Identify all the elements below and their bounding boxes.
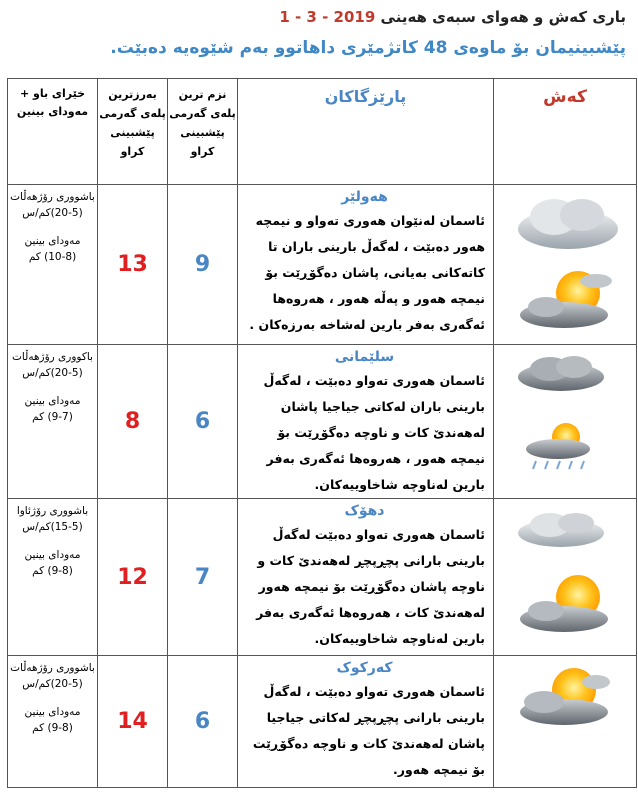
- wind-speed: (15-5)کم/س: [22, 521, 83, 533]
- table-row: [8, 499, 637, 656]
- sun-cloud-icon: [516, 265, 616, 335]
- date-label: باری کەش و هەوای سبەی هەینی: [380, 8, 626, 26]
- province-name: هەولێر: [341, 189, 388, 205]
- table-header-row: [8, 79, 637, 185]
- weather-cell: [494, 345, 637, 499]
- cloud-big-icon: [516, 193, 621, 253]
- province-cell: [238, 499, 494, 656]
- page-subtitle: پێشبینیمان بۆ ماوەی 48 کاتژمێری داهاتوو بەم شێوەیە دەبێت.: [110, 38, 626, 58]
- wind-speed: (20-5)کم/س: [22, 207, 83, 219]
- visibility-value: (9-8) کم: [32, 565, 73, 577]
- visibility-value: (10-8) کم: [28, 251, 77, 263]
- visibility-label: مەودای بینین: [24, 235, 81, 247]
- max-temp: 12: [98, 499, 168, 656]
- cloud-icon: [516, 509, 606, 549]
- weather-cell: [494, 499, 637, 656]
- visibility-value: (9-7) کم: [32, 411, 73, 423]
- province-name: سلێمانی: [334, 349, 395, 365]
- weather-cell: [494, 656, 637, 788]
- visibility-label: مەودای بینین: [24, 706, 81, 718]
- province-cell: [238, 656, 494, 788]
- wind-direction: باشووری رۆژهەڵات: [10, 662, 95, 674]
- min-temp: 7: [168, 499, 238, 656]
- province-forecast: ئاسمان هەوری تەواو دەبێت ، لەگەڵ بارینی باران لەکاتی جیاجیا پاشان لەهەندێ کات و ناوچە دەگۆڕێت بۆ نیمچە هەور ، هەروەها ئەگەری بەفر بارین لەناوچە شاخاوییەکان.: [263, 373, 485, 492]
- max-temp: 13: [98, 185, 168, 345]
- dark-cloud-icon: [516, 353, 606, 393]
- wind-cell: [8, 656, 98, 788]
- min-temp: 9: [168, 185, 238, 345]
- wind-direction: باشووری رۆژهەڵات: [10, 191, 95, 203]
- wind-direction: باکووری رۆژهەڵات: [12, 351, 93, 363]
- min-temp: 6: [168, 656, 238, 788]
- province-forecast: ئاسمان لەنێوان هەوری تەواو و نیمچە هەور دەبێت ، لەگەڵ بارینی باران تا کاتەکانی بەیانی، پاشان دەگۆڕێت بۆ نیمچە هەور و پەڵە هەور ، هەروەها ئەگەری بەفر بارین لەشاخە بەرزەکان .: [249, 213, 485, 332]
- col-weather: کەش: [494, 79, 637, 185]
- header-date: [26, 8, 626, 26]
- min-temp: 6: [168, 345, 238, 499]
- max-temp: 14: [98, 656, 168, 788]
- province-cell: [238, 185, 494, 345]
- col-wind: خێرای باو + مەودای بینین: [8, 79, 98, 185]
- province-name: دهۆک: [344, 503, 385, 519]
- table-row: [8, 345, 637, 499]
- sun-cloud-icon: [516, 662, 616, 732]
- table-row: [8, 185, 637, 345]
- province-forecast: ئاسمان هەوری تەواو دەبێت ، لەگەڵ بارینی بارانی پچڕپچڕ لەکاتی جیاجیا پاشان لەهەندێ کات و ناوچە دەگۆڕێت بۆ نیمچە هەور.: [252, 684, 485, 777]
- col-max: بەرزترین پلەی گەرمی پێشبینی کراو: [98, 79, 168, 185]
- visibility-label: مەودای بینین: [24, 549, 81, 561]
- province-name: کەرکوک: [336, 660, 393, 676]
- wind-cell: [8, 345, 98, 499]
- col-min: نزم ترین پلەی گەرمی پێشبینی کراو: [168, 79, 238, 185]
- wind-speed: (20-5)کم/س: [22, 367, 83, 379]
- table-row: [8, 656, 637, 788]
- forecast-table: [7, 78, 637, 788]
- visibility-label: مەودای بینین: [24, 395, 81, 407]
- date-value: 1 - 3 - 2019: [279, 8, 376, 26]
- visibility-value: (9-8) کم: [32, 722, 73, 734]
- province-forecast: ئاسمان هەوری تەواو دەبێت لەگەڵ بارینی بارانی پچڕپچڕ لەهەندێ کات و ناوچە پاشان دەگۆڕێت بۆ نیمچە هەور لەهەندێ کات ، هەروەها ئەگەری بەفر بارین لەناوچە شاخاوییەکان.: [256, 527, 485, 646]
- weather-cell: [494, 185, 637, 345]
- wind-direction: باشووری رۆژئاوا: [16, 505, 89, 517]
- wind-cell: [8, 185, 98, 345]
- max-temp: 8: [98, 345, 168, 499]
- wind-speed: (20-5)کم/س: [22, 678, 83, 690]
- sun-cloud-icon: [516, 569, 616, 639]
- sun-rain-icon: [522, 417, 597, 477]
- col-provinces: پارێزگاکان: [238, 79, 494, 185]
- province-cell: [238, 345, 494, 499]
- wind-cell: [8, 499, 98, 656]
